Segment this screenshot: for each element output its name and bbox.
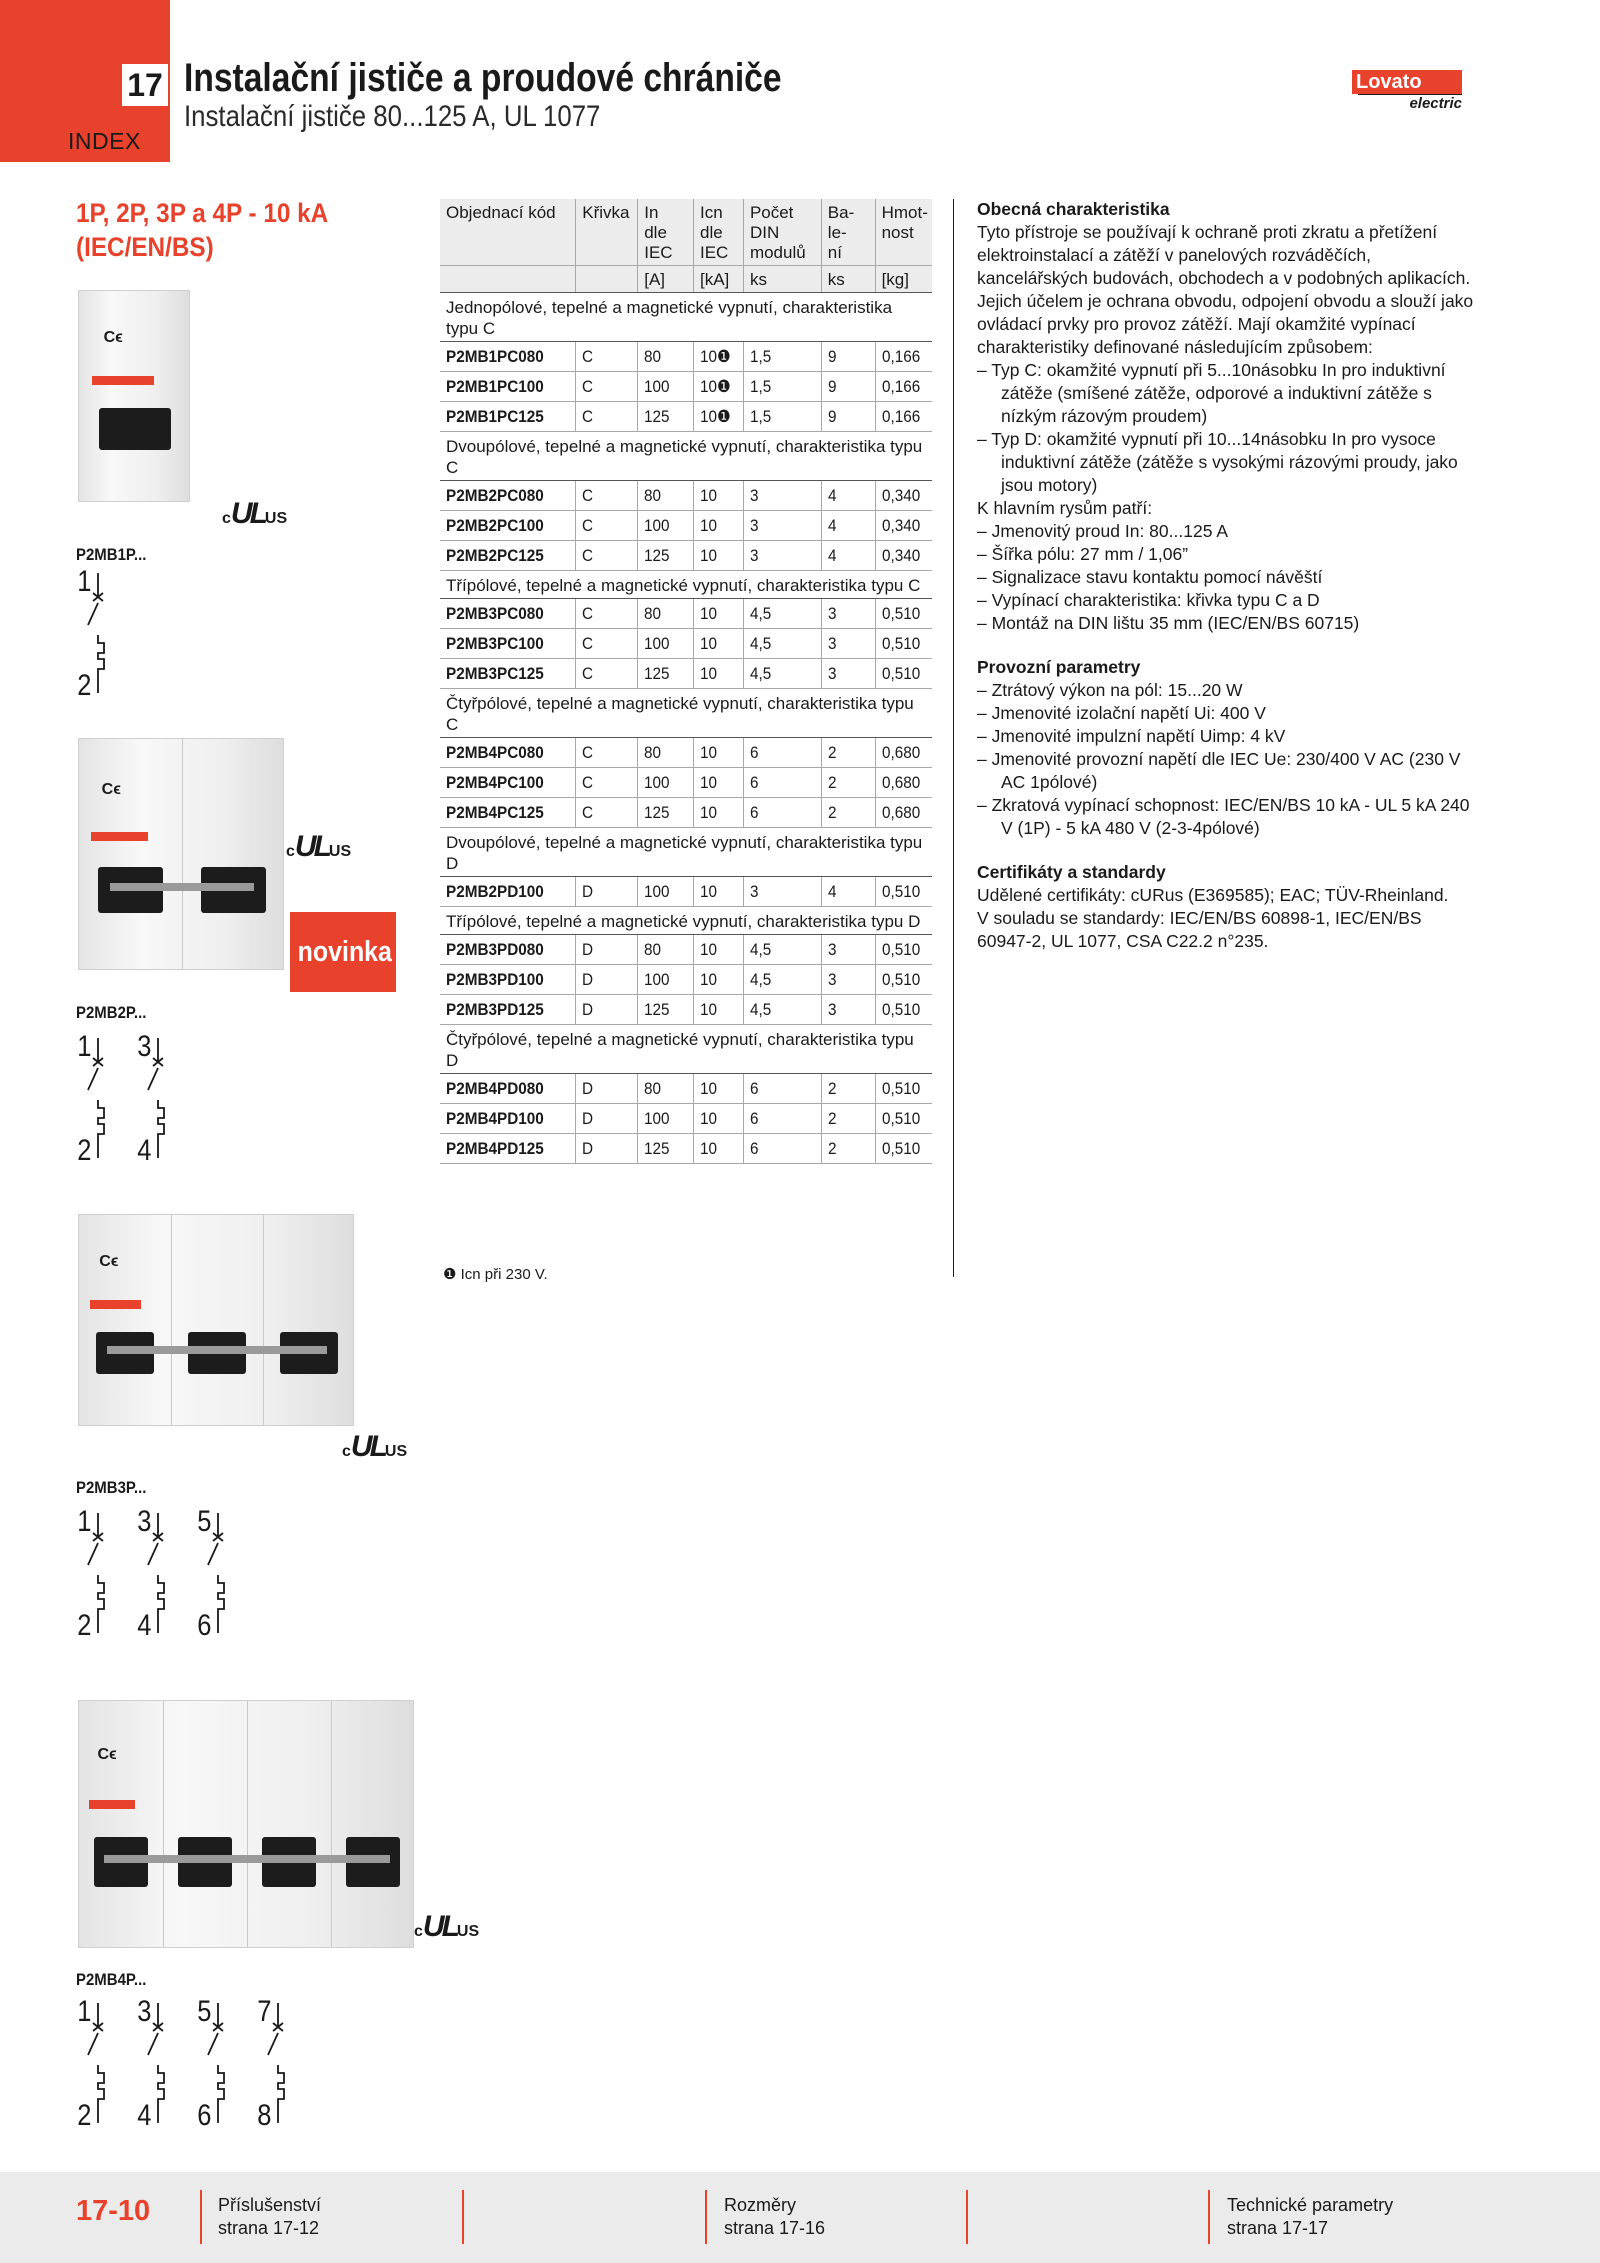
table-cell: 10 [694,768,744,798]
table-cell: 10 [694,541,744,571]
table-cell: 0,510 [875,659,932,689]
table-cell: 100 [638,372,694,402]
table-cell: 0,166 [875,372,932,402]
order-table [440,199,932,1164]
table-cell: 0,340 [875,541,932,571]
table-cell: 100 [638,1104,694,1134]
table-cell: 10 [694,935,744,965]
description-section [977,861,1477,953]
table-row [440,935,932,965]
section-heading: Provozní parametry [977,657,1141,677]
order-code: P2MB1PC100 [440,372,576,402]
terminal-number: 1 [77,1030,92,1063]
table-cell: 2 [821,768,875,798]
table-cell: 3 [821,965,875,995]
order-code: P2MB4PD080 [440,1074,576,1104]
ce-mark: Cϵ [103,329,123,347]
table-cell: 4,5 [743,965,821,995]
table-cell: 100 [638,511,694,541]
order-code: P2MB2PC100 [440,511,576,541]
chapter-number: 17 [122,64,168,106]
logo-label [89,1800,135,1809]
table-cell: 3 [821,629,875,659]
bullet-item: – Šířka pólu: 27 mm / 1,06” [977,544,1189,564]
description-section [977,656,1477,840]
schematic-svg [76,1995,316,2135]
column-header: Ba- le- ní [821,199,875,266]
table-cell: 0,680 [875,768,932,798]
order-code: P2MB1PC125 [440,402,576,432]
bullet-item: – Jmenovité impulzní napětí Uimp: 4 kV [977,726,1286,746]
table-footnote: ❶ Icn při 230 V. [443,1266,548,1283]
table-cell: C [576,511,638,541]
order-code: P2MB4PC125 [440,798,576,828]
order-code: P2MB3PC125 [440,659,576,689]
table-cell: D [576,1134,638,1164]
order-code: P2MB2PC125 [440,541,576,571]
table-cell: C [576,481,638,511]
group-row [440,1025,932,1074]
table-cell: 6 [743,1074,821,1104]
group-title: Dvoupólové, tepelné a magnetické vypnutí, charakteristika typu C [440,432,932,481]
table-cell: 10 [694,599,744,629]
order-code: P2MB4PC080 [440,738,576,768]
table-row [440,541,932,571]
logo-label [92,376,154,385]
table-cell: 4,5 [743,599,821,629]
table-cell: 10 [694,995,744,1025]
table-cell: 10 [694,1074,744,1104]
table-cell: 80 [638,481,694,511]
order-code: P2MB1PC080 [440,342,576,372]
table-cell: C [576,768,638,798]
group-title: Jednopólové, tepelné a magnetické vypnutí, charakteristika typu C [440,293,932,342]
group-row [440,828,932,877]
table-cell: 4 [821,541,875,571]
terminal-number: 5 [197,1995,212,2028]
terminal-number: 1 [77,565,92,598]
table-cell: 4,5 [743,935,821,965]
table-cell: C [576,798,638,828]
column-header: Icn dle IEC [694,199,744,266]
group-row [440,432,932,481]
schematic-svg [76,1030,196,1170]
terminal-number: 1 [77,1995,92,2028]
pole-divider [247,1701,248,1947]
table-cell: 1,5 [743,372,821,402]
table-cell: 125 [638,1134,694,1164]
table-row [440,629,932,659]
table-row [440,599,932,629]
table-cell: 125 [638,402,694,432]
bullet-item: – Jmenovité provozní napětí dle IEC Ue: 230/400 V AC (230 V AC 1pólové) [977,749,1461,792]
table-row [440,481,932,511]
order-code: P2MB2PC080 [440,481,576,511]
table-cell: 125 [638,541,694,571]
bullet-item: – Ztrátový výkon na pól: 15...20 W [977,680,1243,700]
breaker-lever [99,408,171,450]
table-cell: 0,680 [875,738,932,768]
table-cell: D [576,1104,638,1134]
table-cell: C [576,342,638,372]
table-cell: 100 [638,965,694,995]
table-cell: 10 [694,1104,744,1134]
unit-cell [576,266,638,293]
terminal-number: 4 [137,2099,152,2132]
table-cell: 80 [638,599,694,629]
table-cell: 4,5 [743,659,821,689]
curus-mark: cULUS [222,497,288,530]
table-cell: 125 [638,659,694,689]
bullet-item: – Typ C: okamžité vypnutí při 5...10násobku In pro induktivní zátěže (smíšené zátěže, odporové a induktivní zátěže s nízkým rázovým proudem) [977,360,1446,426]
table-cell: 0,340 [875,481,932,511]
terminal-number: 4 [137,1134,152,1167]
footer-link-dimensions[interactable]: Rozměry strana 17-16 [724,2195,826,2238]
table-cell: 10❶ [694,342,744,372]
unit-cell: ks [743,266,821,293]
table-cell: 80 [638,935,694,965]
lovato-logo [1352,70,1462,112]
table-cell: 9 [821,372,875,402]
group-row [440,571,932,599]
table-cell: D [576,965,638,995]
group-title: Čtyřpólové, tepelné a magnetické vypnutí, charakteristika typu C [440,689,932,738]
table-cell: 0,510 [875,599,932,629]
order-code: P2MB3PD125 [440,995,576,1025]
table-cell: 0,510 [875,935,932,965]
bullet-item: – Zkratová vypínací schopnost: IEC/EN/BS 10 kA - UL 5 kA 240 V (1P) - 5 kA 480 V (2-3-4pólové) [977,795,1470,838]
description-column [977,198,1477,974]
table-cell: 125 [638,798,694,828]
order-code: P2MB2PD100 [440,877,576,907]
terminal-number: 3 [137,1030,152,1063]
product-label: P2MB2P... [76,1003,147,1022]
table-row [440,877,932,907]
logo-subtext: electric [1358,94,1462,112]
table-cell: C [576,402,638,432]
group-title: Čtyřpólové, tepelné a magnetické vypnutí, charakteristika typu D [440,1025,932,1074]
page-title: Instalační jističe a proudové chrániče [184,56,782,100]
terminal-number: 2 [77,2099,92,2132]
table-cell: 10 [694,1134,744,1164]
table-cell: 2 [821,798,875,828]
table-cell: C [576,599,638,629]
paragraph: V souladu se standardy: IEC/EN/BS 60898-1, IEC/EN/BS 60947-2, UL 1077, CSA C22.2 n°235. [977,908,1422,951]
paragraph: Jejich účelem je ochrana obvodu, odpojení obvodu a slouží jako ovládací prvky pro provoz zátěží. Mají okamžité vypínací charakteristiky definované následujícím způsobem: [977,291,1474,357]
table-cell: 2 [821,1134,875,1164]
table-cell: 0,510 [875,1104,932,1134]
pole-divider [171,1215,172,1425]
terminal-number: 7 [257,1995,272,2028]
table-cell: 10 [694,659,744,689]
table-row [440,738,932,768]
breaker-image [78,290,190,502]
paragraph: Udělené certifikáty: cURus (E369585); EAC; TÜV-Rheinland. [977,885,1449,905]
section-heading: Obecná charakteristika [977,199,1170,219]
handle-tie-bar [107,1346,328,1354]
table-cell: 80 [638,1074,694,1104]
table-cell: 6 [743,798,821,828]
logo-wordmark: Lovato [1352,70,1462,94]
section-heading: Certifikáty a standardy [977,862,1166,882]
table-cell: D [576,995,638,1025]
pole-divider [163,1701,164,1947]
logo-label [90,1300,141,1309]
terminal-number: 4 [137,1609,152,1642]
unit-cell: [kA] [694,266,744,293]
table-cell: 10❶ [694,402,744,432]
table-cell: 3 [743,511,821,541]
table-cell: 100 [638,877,694,907]
group-row [440,689,932,738]
table-cell: 4 [821,511,875,541]
table-cell: C [576,659,638,689]
pole-schematic [76,1505,256,1645]
page-number: 17-10 [76,2195,151,2227]
table-cell: 6 [743,1104,821,1134]
ce-mark: Cϵ [99,1253,119,1271]
bullet-item: – Jmenovité izolační napětí Ui: 400 V [977,703,1266,723]
table-cell: C [576,629,638,659]
product-label: P2MB4P... [76,1970,147,1989]
table-row [440,402,932,432]
terminal-number: 2 [77,1609,92,1642]
new-badge: novinka [290,912,396,992]
table-cell: 0,510 [875,1074,932,1104]
curus-mark: cULUS [342,1430,408,1463]
pole-schematic [76,1995,316,2135]
index-link[interactable]: INDEX [68,128,141,154]
table-cell: 10 [694,877,744,907]
table-cell: 9 [821,342,875,372]
table-row [440,1074,932,1104]
footer-link-accessories[interactable]: Příslušenství strana 17-12 [218,2195,322,2238]
table-cell: C [576,738,638,768]
table-header-row [440,199,932,266]
footer-separator [705,2190,707,2244]
ce-mark: Cϵ [97,1745,117,1763]
table-cell: 3 [821,995,875,1025]
group-row [440,907,932,935]
table-row [440,511,932,541]
table-cell: 10 [694,738,744,768]
table-cell: 10❶ [694,372,744,402]
table-row [440,965,932,995]
table-cell: 10 [694,481,744,511]
table-cell: 10 [694,965,744,995]
table-cell: 0,510 [875,1134,932,1164]
terminal-number: 6 [197,2099,212,2132]
table-cell: 10 [694,511,744,541]
group-title: Třípólové, tepelné a magnetické vypnutí, charakteristika typu D [440,907,932,935]
section-title [76,196,373,264]
schematic-svg [76,1505,256,1645]
table-cell: D [576,1074,638,1104]
product-label: P2MB3P... [76,1478,147,1497]
order-code: P2MB3PD080 [440,935,576,965]
description-section [977,198,1477,635]
column-header: Hmot- nost [875,199,932,266]
table-cell: 2 [821,1074,875,1104]
column-header: Počet DIN modulů [743,199,821,266]
bullet-item: – Jmenovitý proud In: 80...125 A [977,521,1228,541]
table-cell: 3 [743,481,821,511]
column-divider [953,199,954,1277]
footer-separator [462,2190,464,2244]
footer-link-technical[interactable]: Technické parametry strana 17-17 [1227,2195,1394,2238]
paragraph: K hlavním rysům patří: [977,498,1153,518]
breaker-image [78,738,284,970]
table-cell: 125 [638,995,694,1025]
table-row [440,768,932,798]
table-cell: D [576,935,638,965]
ce-mark: Cϵ [101,780,121,798]
table-cell: 3 [821,935,875,965]
group-title: Dvoupólové, tepelné a magnetické vypnutí, charakteristika typu D [440,828,932,877]
column-header: Objednací kód [440,199,576,266]
terminal-number: 5 [197,1505,212,1538]
section-title-line1: 1P, 2P, 3P a 4P - 10 kA [76,198,329,228]
bullet-item: – Montáž na DIN lištu 35 mm (IEC/EN/BS 60715) [977,613,1360,633]
page-subtitle: Instalační jističe 80...125 A, UL 1077 [184,100,601,133]
table-cell: 0,166 [875,342,932,372]
terminal-number: 3 [137,1505,152,1538]
bullet-item: – Signalizace stavu kontaktu pomocí návěští [977,567,1323,587]
breaker-image [78,1700,414,1948]
curus-mark: cULUS [414,1910,480,1943]
table-cell: C [576,372,638,402]
table-cell: D [576,877,638,907]
handle-tie-bar [110,883,254,891]
footer-separator [1208,2190,1210,2244]
paragraph: Tyto přístroje se používají k ochraně proti zkratu a přetížení elektroinstalací a zátěží v panelových rozváděčích, kancelářských budovách, obchodech a v podobných aplikacích. [977,222,1471,288]
unit-cell: [A] [638,266,694,293]
table-cell: 0,510 [875,877,932,907]
table-cell: 3 [821,659,875,689]
table-cell: 6 [743,738,821,768]
group-title: Třípólové, tepelné a magnetické vypnutí, charakteristika typu C [440,571,932,599]
bullet-item: – Typ D: okamžité vypnutí při 10...14násobku In pro vysoce induktivní zátěže (zátěže s vysokými rázovými proudy, jako jsou motory) [977,429,1458,495]
curus-mark: cULUS [286,830,352,863]
pole-schematic [76,565,136,705]
table-cell: 3 [743,877,821,907]
table-cell: 4,5 [743,629,821,659]
table-row [440,995,932,1025]
pole-divider [331,1701,332,1947]
table-cell: 9 [821,402,875,432]
table-cell: 100 [638,768,694,798]
table-cell: 1,5 [743,342,821,372]
terminal-number: 3 [137,1995,152,2028]
unit-cell: [kg] [875,266,932,293]
table-cell: 4 [821,481,875,511]
pole-schematic [76,1030,196,1170]
table-cell: 0,680 [875,798,932,828]
table-row [440,372,932,402]
logo-label [91,832,148,841]
table-cell: 0,510 [875,995,932,1025]
table-cell: 10 [694,798,744,828]
table-units-row [440,266,932,293]
table-cell: 80 [638,342,694,372]
column-header: In dle IEC [638,199,694,266]
table-cell: 0,510 [875,965,932,995]
footer-separator [200,2190,202,2244]
table-cell: 100 [638,629,694,659]
table-cell: 80 [638,738,694,768]
unit-cell: ks [821,266,875,293]
column-header: Křivka [576,199,638,266]
table-cell: 4 [821,877,875,907]
table-cell: 10 [694,629,744,659]
section-title-line2: (IEC/EN/BS) [76,232,214,262]
order-code: P2MB4PD100 [440,1104,576,1134]
handle-tie-bar [104,1855,390,1863]
footer-separator [966,2190,968,2244]
table-cell: 3 [821,599,875,629]
breaker-image [78,1214,354,1426]
table-row [440,798,932,828]
table-cell: 3 [743,541,821,571]
table-row [440,1134,932,1164]
group-row [440,293,932,342]
order-code: P2MB3PC080 [440,599,576,629]
table-cell: 0,166 [875,402,932,432]
order-code: P2MB4PC100 [440,768,576,798]
bullet-item: – Vypínací charakteristika: křivka typu C a D [977,590,1320,610]
order-code: P2MB3PC100 [440,629,576,659]
table-cell: C [576,541,638,571]
table-cell: 1,5 [743,402,821,432]
pole-divider [263,1215,264,1425]
table-cell: 0,340 [875,511,932,541]
table-cell: 2 [821,738,875,768]
pole-divider [182,739,183,969]
terminal-number: 2 [77,669,92,702]
terminal-number: 6 [197,1609,212,1642]
table-row [440,659,932,689]
terminal-number: 1 [77,1505,92,1538]
terminal-number: 2 [77,1134,92,1167]
table-cell: 2 [821,1104,875,1134]
order-code: P2MB4PD125 [440,1134,576,1164]
table-cell: 6 [743,1134,821,1164]
table-cell: 4,5 [743,995,821,1025]
product-label: P2MB1P... [76,545,147,564]
table-cell: 6 [743,768,821,798]
terminal-number: 8 [257,2099,272,2132]
table-row [440,1104,932,1134]
table-cell: 0,510 [875,629,932,659]
order-code: P2MB3PD100 [440,965,576,995]
table-row [440,342,932,372]
unit-cell [440,266,576,293]
